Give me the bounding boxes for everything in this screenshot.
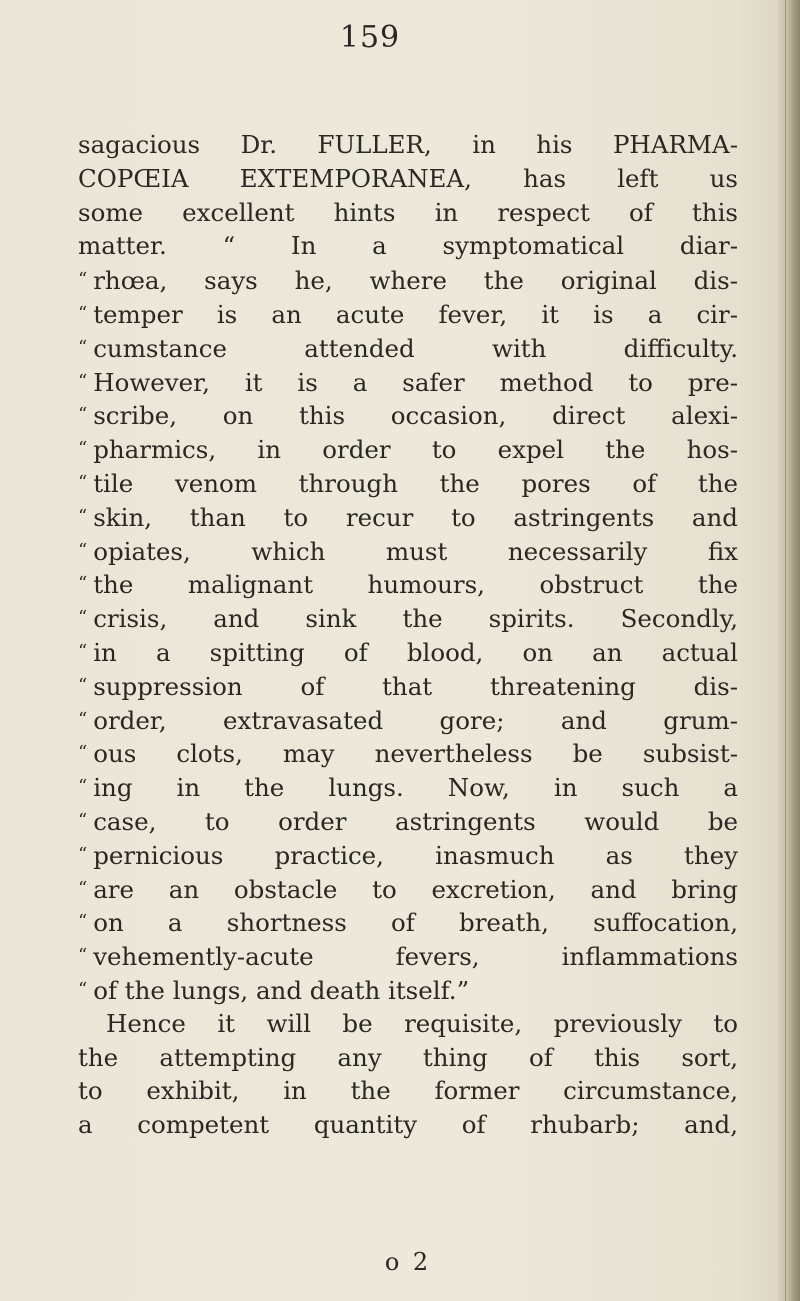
text-line-content: case, to order astringents would be [93, 806, 738, 836]
quote-mark: “ [78, 640, 88, 662]
quote-mark: “ [78, 978, 88, 1000]
text-line [78, 939, 738, 973]
text-line-content: skin, than to recur to astringents and [93, 502, 738, 532]
quote-mark: “ [78, 336, 88, 358]
quote-mark: “ [78, 302, 88, 324]
quote-mark: “ [78, 911, 88, 933]
text-line [78, 635, 738, 669]
quote-mark: “ [78, 708, 88, 730]
text-line: some excellent hints in respect of this [78, 197, 738, 227]
quote-mark: “ [78, 607, 88, 629]
text-line [78, 669, 738, 703]
text-line [78, 263, 738, 297]
text-line-content: rhœa, says he, where the original dis- [93, 266, 738, 296]
text-line [78, 973, 738, 1007]
text-line [78, 838, 738, 872]
text-line-content: temper is an acute fever, it is a cir- [93, 299, 738, 329]
text-line-content: the malignant humours, obstruct the [93, 570, 738, 600]
quote-mark: “ [78, 370, 88, 392]
text-line: Hence it will be requisite, previously to [106, 1008, 738, 1038]
quote-mark: “ [78, 404, 88, 426]
text-line [78, 500, 738, 534]
text-line [78, 297, 738, 331]
text-line [78, 466, 738, 500]
text-line [78, 905, 738, 939]
text-line [78, 534, 738, 568]
quote-mark: “ [78, 742, 88, 764]
quote-mark: “ [78, 843, 88, 865]
text-line: the attempting any thing of this sort, [78, 1042, 738, 1072]
body-text [78, 128, 738, 1142]
page-gutter [778, 0, 800, 1301]
text-line [78, 398, 738, 432]
quote-mark: “ [78, 539, 88, 561]
text-line [78, 331, 738, 365]
gutter-edge [785, 0, 786, 1301]
text-line-content: vehemently-acute fevers, inflammations [93, 942, 738, 972]
text-line: COPŒIA EXTEMPORANEA, has left us [78, 163, 738, 193]
text-line: a competent quantity of rhubarb; and, [78, 1110, 738, 1140]
quote-mark: “ [78, 945, 88, 967]
text-line-content: tile venom through the pores of the [93, 468, 738, 498]
text-line-content: pharmics, in order to expel the hos- [93, 435, 738, 465]
text-line [78, 804, 738, 838]
text-line [78, 365, 738, 399]
text-line-content: order, extravasated gore; and grum- [93, 705, 738, 735]
page-number: 159 [339, 20, 401, 55]
text-line-content: pernicious practice, inasmuch as they [93, 840, 738, 870]
text-line: to exhibit, in the former circumstance, [78, 1076, 738, 1106]
text-line-content: cumstance attended with difficulty. [93, 333, 738, 363]
text-line [78, 736, 738, 770]
text-line-content: opiates, which must necessarily fix [93, 536, 738, 566]
quote-mark: “ [78, 573, 88, 595]
text-line-content: of the lungs, and death itself.” [93, 975, 470, 1005]
quote-mark: “ [78, 809, 88, 831]
text-line-content: are an obstacle to excretion, and bring [93, 874, 738, 904]
text-line-content: suppression of that threatening dis- [93, 671, 738, 701]
text-line [78, 567, 738, 601]
quote-mark: “ [78, 269, 88, 291]
quote-mark: “ [78, 505, 88, 527]
quote-mark: “ [78, 877, 88, 899]
text-line [78, 601, 738, 635]
text-line [78, 872, 738, 906]
signature-mark: o 2 [384, 1248, 432, 1276]
text-line-content: However, it is a safer method to pre- [93, 367, 738, 397]
text-line-content: scribe, on this occasion, direct alexi- [93, 401, 738, 431]
text-line: sagacious Dr. FULLER, in his PHARMA- [78, 130, 738, 159]
quote-mark: “ [78, 438, 88, 460]
quote-mark: “ [78, 471, 88, 493]
text-line-content: ous clots, may nevertheless be subsist- [93, 739, 738, 769]
quote-mark: “ [78, 674, 88, 696]
text-line [78, 770, 738, 804]
text-line: matter. “ In a symptomatical diar- [78, 231, 738, 261]
text-line-content: in a spitting of blood, on an actual [93, 637, 738, 667]
text-line [78, 432, 738, 466]
quote-mark: “ [78, 776, 88, 798]
text-line [78, 703, 738, 737]
text-line-content: crisis, and sink the spirits. Secondly, [93, 604, 738, 634]
text-line-content: on a shortness of breath, suffocation, [93, 908, 738, 938]
text-line-content: ing in the lungs. Now, in such a [93, 773, 738, 803]
